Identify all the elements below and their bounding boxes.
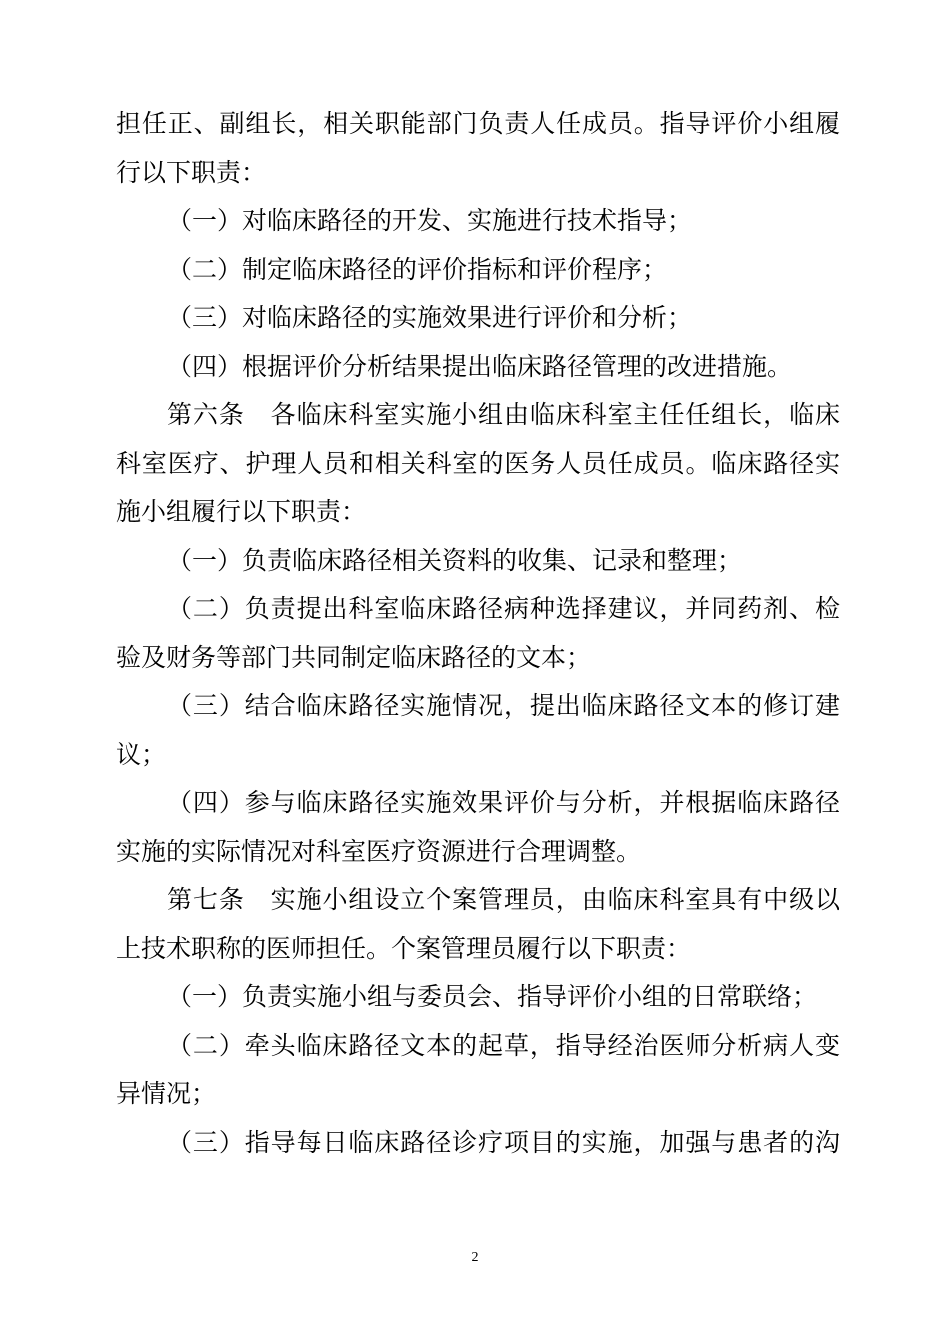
text-line: 施小组履行以下职责： xyxy=(116,497,367,526)
list-item: （三）指导每日临床路径诊疗项目的实施，加强与患者的沟 xyxy=(167,1127,840,1157)
list-item: （一）负责实施小组与委员会、指导评价小组的日常联络； xyxy=(167,982,818,1011)
text-line: 实施的实际情况对科室医疗资源进行合理调整。 xyxy=(116,836,642,866)
page-number: 2 xyxy=(471,1250,479,1265)
list-item: （一）对临床路径的开发、实施进行技术指导； xyxy=(167,206,693,235)
article-six-line: 第六条 各临床科室实施小组由临床科室主任任组长，临床 xyxy=(167,400,840,429)
text-line: 验及财务等部门共同制定临床路径的文本； xyxy=(116,642,592,672)
list-item: （二）牵头临床路径文本的起草，指导经治医师分析病人变 xyxy=(167,1030,840,1060)
list-item: （四）根据评价分析结果提出临床路径管理的改进措施。 xyxy=(167,351,793,381)
list-item: （一）负责临床路径相关资料的收集、记录和整理； xyxy=(167,545,743,575)
list-item: （三）结合临床路径实施情况，提出临床路径文本的修订建 xyxy=(167,691,840,720)
article-seven-line: 第七条 实施小组设立个案管理员，由临床科室具有中级以 xyxy=(167,885,840,914)
text-line: 行以下职责： xyxy=(116,157,267,187)
list-item: （三）对临床路径的实施效果进行评价和分析； xyxy=(167,303,693,332)
text-line: 担任正、副组长，相关职能部门负责人任成员。指导评价小组履 xyxy=(116,109,840,138)
text-line: 上技术职称的医师担任。个案管理员履行以下职责： xyxy=(116,933,692,963)
list-item: （二）制定临床路径的评价指标和评价程序； xyxy=(167,254,668,284)
list-item: （四）参与临床路径实施效果评价与分析，并根据临床路径 xyxy=(167,788,840,817)
text-line: 科室医疗、护理人员和相关科室的医务人员任成员。临床路径实 xyxy=(116,448,840,478)
text-line: 异情况； xyxy=(116,1079,217,1108)
list-item: （二）负责提出科室临床路径病种选择建议，并同药剂、检 xyxy=(167,594,840,623)
document-body xyxy=(116,100,840,1167)
text-line: 议； xyxy=(116,739,167,769)
